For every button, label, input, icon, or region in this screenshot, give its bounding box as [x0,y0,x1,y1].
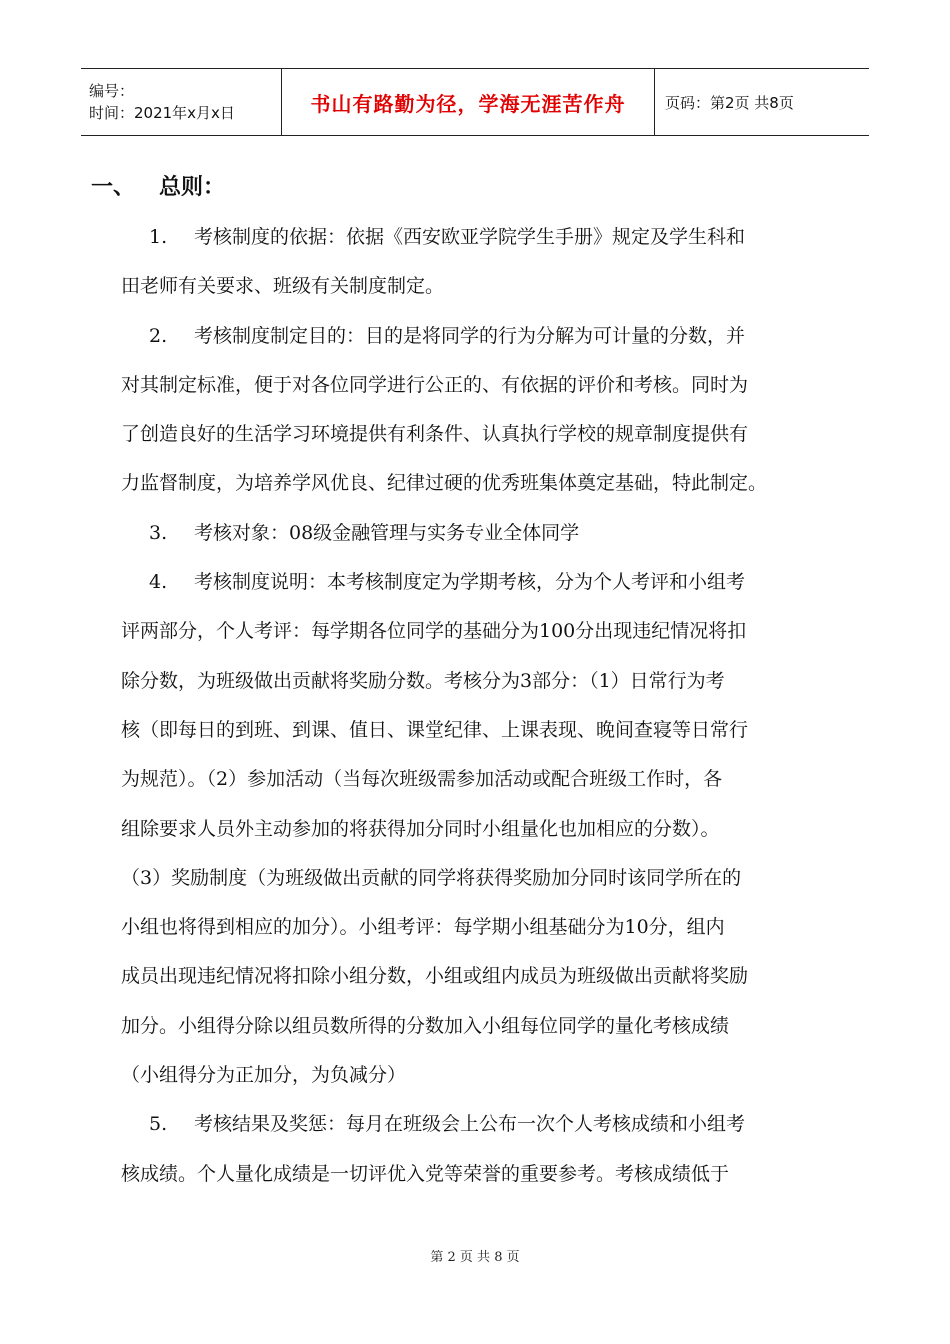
line-text: 考核制度制定目的：目的是将同学的行为分解为可计量的分数，并 [194,324,746,347]
section-title: 总则： [159,175,226,200]
text-line [121,952,861,1001]
text-line [121,903,861,952]
line-text: 评两部分，个人考评：每学期各位同学的基础分为100分出现违纪情况将扣 [121,620,747,643]
text-line [121,262,861,311]
line-text: 考核制度的依据：依据《西安欧亚学院学生手册》规定及学生科和 [194,226,746,248]
text-line [121,459,861,508]
text-line [121,607,861,656]
line-text: 力监督制度，为培养学风优良、纪律过硬的优秀班集体奠定基础，特此制定。 [121,472,768,495]
text-line [121,706,861,755]
text-line [121,657,861,706]
line-text: 为规范）。（2）参加活动（当每次班级需参加活动或配合班级工作时，各 [121,768,723,791]
line-text: 考核对象：08级金融管理与实务专业全体同学 [194,521,580,544]
line-text: 除分数，为班级做出贡献将奖励分数。考核分为3部分：（1）日常行为考 [121,669,725,692]
item-number: 4. [149,571,168,594]
text-line [121,509,861,558]
item-number: 2. [149,324,168,347]
number-label: 编号： [89,82,135,100]
header-meta [81,69,282,135]
line-text: 组除要求人员外主动参加的将获得加分同时小组量化也加相应的分数）。 [121,817,720,840]
document-body [121,213,861,1199]
header-page-cell [655,69,869,135]
line-text: （小组得分为正加分，为负减分） [121,1064,407,1087]
text-line [121,410,861,459]
line-text: 了创造良好的生活学习环境提供有利条件、认真执行学校的规章制度提供有 [121,423,749,446]
text-line [121,312,861,361]
page-footer: 第 2 页 共 8 页 [430,1250,520,1265]
page-info: 页码：第2页 共8页 [665,93,794,112]
text-line [121,805,861,854]
line-text: 考核结果及奖惩：每月在班级会上公布一次个人考核成绩和小组考 [194,1113,746,1136]
text-line [121,755,861,804]
line-text: 小组也将得到相应的加分）。小组考评：每学期小组基础分为10分，组内 [121,916,725,939]
line-text: 考核制度说明：本考核制度定为学期考核，分为个人考评和小组考 [194,571,746,594]
text-line [121,213,861,262]
line-text: 核成绩。个人量化成绩是一切评优入党等荣誉的重要参考。考核成绩低于 [121,1162,730,1185]
text-line [121,1002,861,1051]
section-number: 一、 [91,175,136,200]
item-number: 1. [149,226,168,248]
item-number: 5. [149,1113,168,1136]
text-line [121,558,861,607]
text-line [121,361,861,410]
motto-text: 书山有路勤为径，学海无涯苦作舟 [310,91,626,116]
text-line [121,1150,861,1199]
time-label: 时间：2021年x月x日 [89,104,235,122]
text-line [121,854,861,903]
line-text: 核（即每日的到班、到课、值日、课堂纪律、上课表现、晚间查寝等日常行 [121,718,749,741]
line-text: 田老师有关要求、班级有关制度制定。 [121,275,445,298]
line-text: 成员出现违纪情况将扣除小组分数，小组或组内成员为班级做出贡献将奖励 [121,965,749,988]
header-motto-cell [282,69,655,135]
text-line [121,1100,861,1149]
item-number: 3. [149,521,168,544]
line-text: （3）奖励制度（为班级做出贡献的同学将获得奖励加分同时该同学所在的 [121,866,742,889]
section-heading [91,170,225,201]
line-text: 对其制定标准，便于对各位同学进行公正的、有依据的评价和考核。同时为 [121,373,749,396]
text-line [121,1051,861,1100]
line-text: 加分。小组得分除以组员数所得的分数加入小组每位同学的量化考核成绩 [121,1014,730,1037]
document-header [81,68,869,136]
